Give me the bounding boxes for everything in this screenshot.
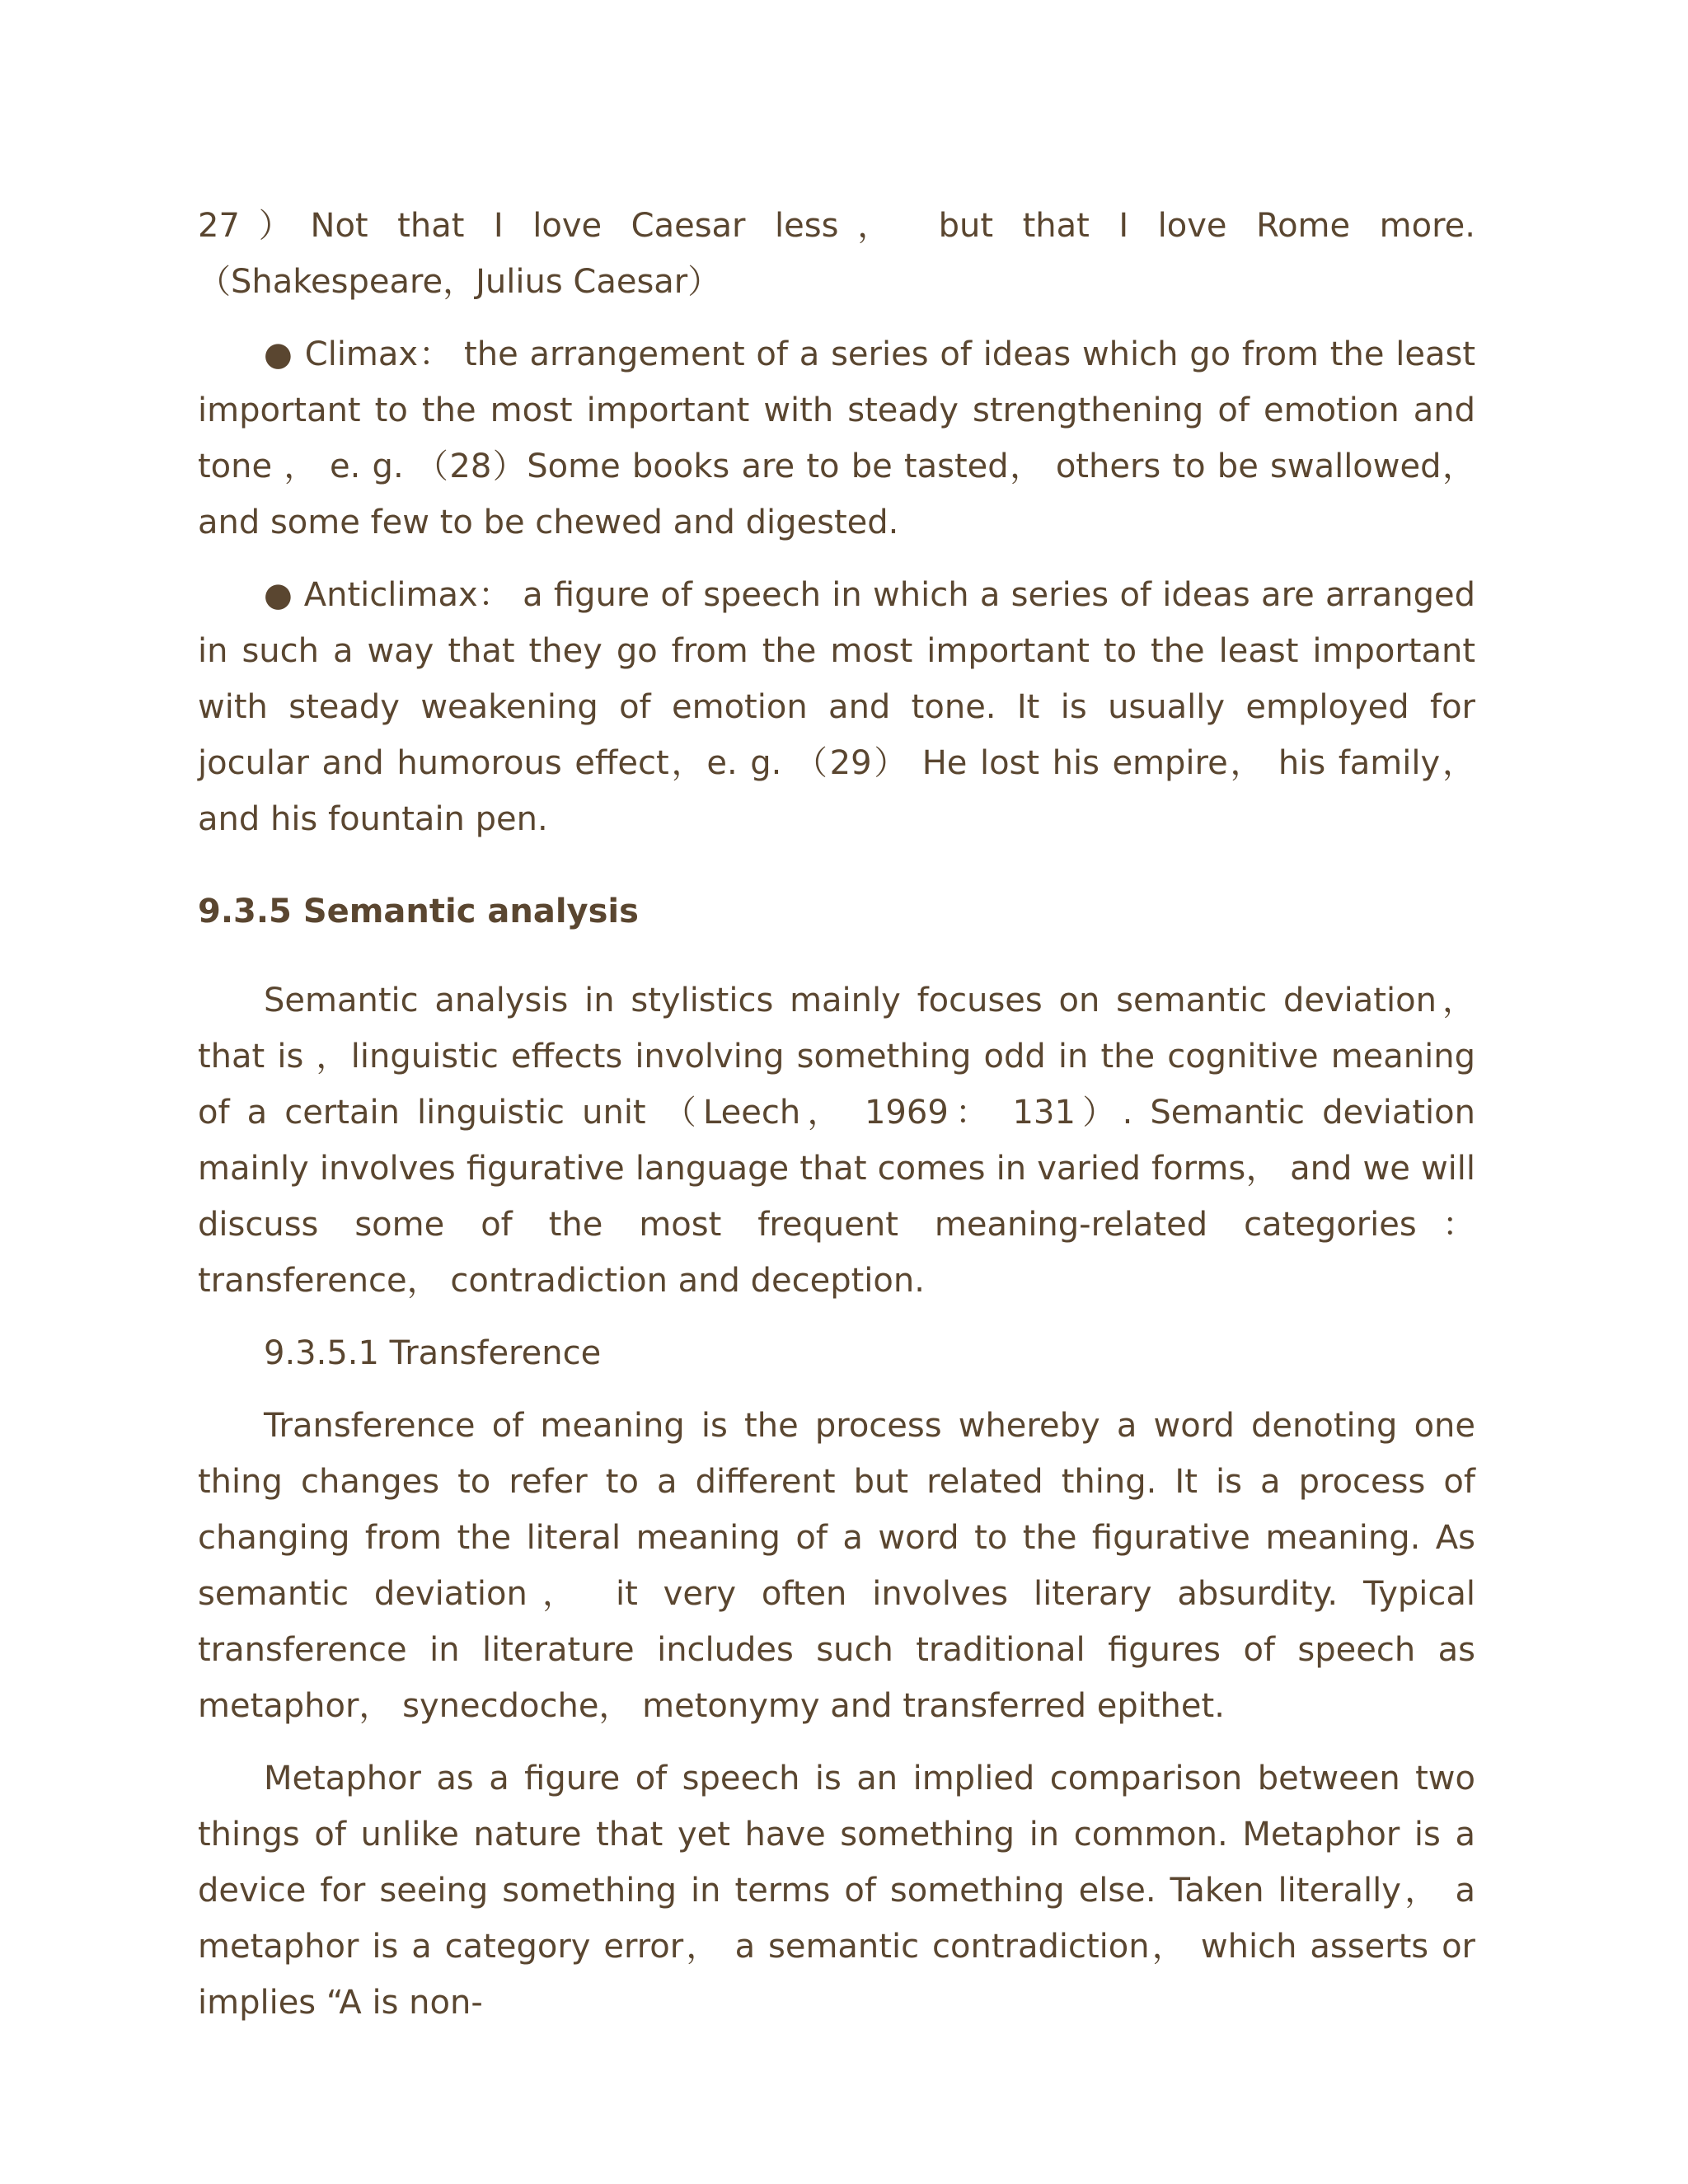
document-page (198, 198, 1475, 2047)
climax-paragraph: ● Climax： the arrangement of a series of ideas which go from the least important to the most important with steady strengthening of emotion and tone ， e. g. （28）Some books are to be tasted， others to be swallowed， and some few to be chewed and digested. (198, 335, 1475, 541)
transference-paragraph: Transference of meaning is the process whereby a word denoting one thing changes to refer to a different but related thing. It is a process of changing from the literal meaning of a word to the figurative meaning. As semantic deviation， it very often involves literary absurdity. Typical transference in literature includes such traditional figures of speech as metaphor， synecdoche， metonymy and transferred epithet. (198, 1407, 1475, 1725)
metaphor-paragraph: Metaphor as a figure of speech is an implied comparison between two things of unlike nature that yet have something in common. Metaphor is a device for seeing something in terms of something else. Taken literally， a metaphor is a category error， a semantic contradiction， which asserts or implies “A is non- (198, 1760, 1475, 2022)
anticlimax-paragraph: ● Anticlimax： a figure of speech in which a series of ideas are arranged in such a way that they go from the most important to the least important with steady weakening of emotion and tone. It is usually employed for jocular and humorous effect，e. g. （29） He lost his empire， his family， and his fountain pen. (198, 576, 1475, 838)
subsection-heading: 9.3.5.1 Transference (264, 1334, 602, 1372)
section-heading: 9.3.5 Semantic analysis (198, 893, 639, 930)
example-27-paragraph: 27）Not that I love Caesar less， but that I love Rome more. （Shakespeare，Julius Caesar） (198, 207, 1475, 301)
semantic-analysis-paragraph: Semantic analysis in stylistics mainly focuses on semantic deviation， that is ，linguistic effects involving something odd in the cognitive meaning of a certain linguistic unit （Leech， 1969： 131）. Semantic deviation mainly involves figurative language that comes in varied forms， and we will discuss some of the most frequent meaning-related categories： transference， contradiction and deception. (198, 982, 1475, 1300)
